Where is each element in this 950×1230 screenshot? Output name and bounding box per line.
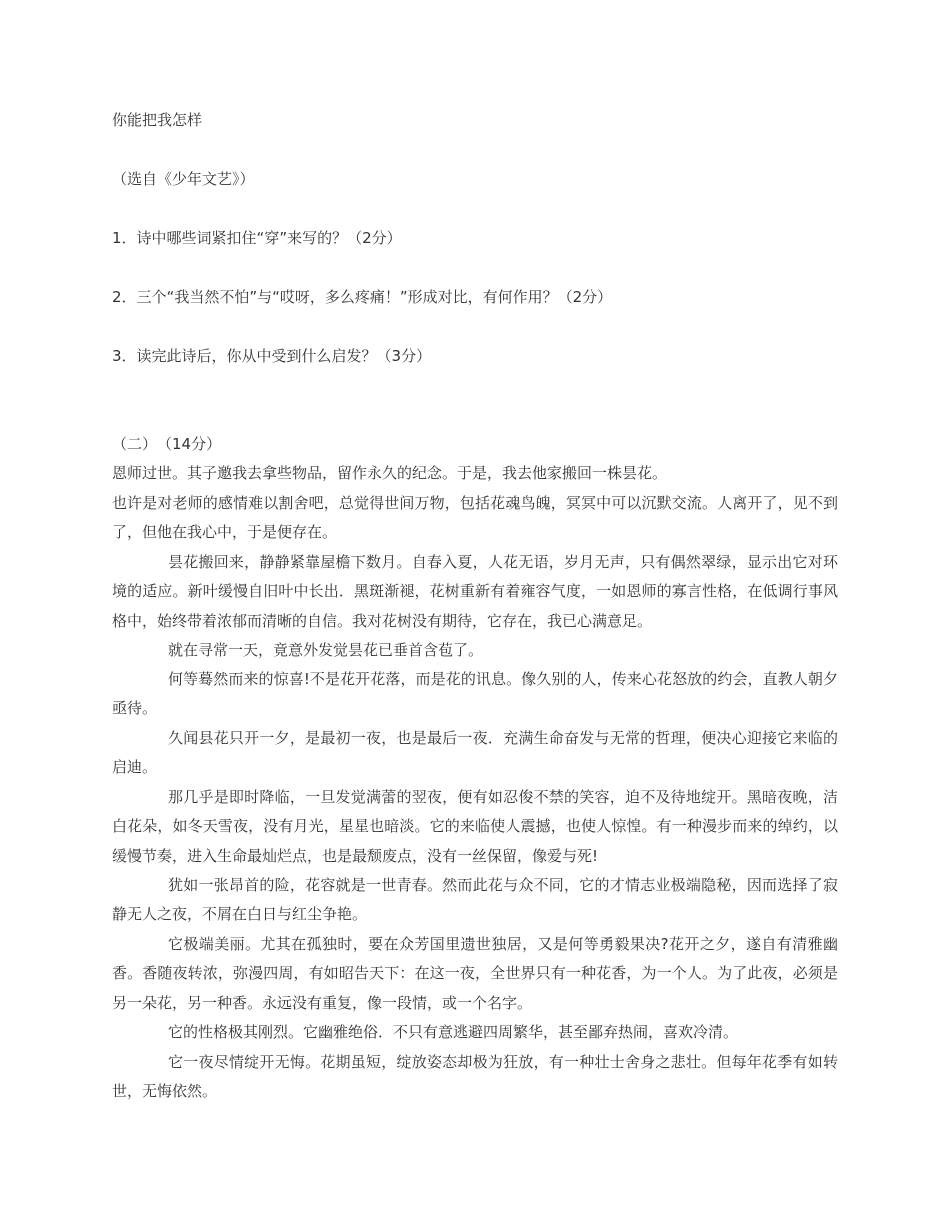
paragraph-11: 它一夜尽情绽开无悔。花期虽短，绽放姿态却极为狂放，有一种壮士舍身之悲壮。但每年花季有如转世，无悔依然。 [112, 1053, 838, 1101]
question-1: 1．诗中哪些词紧扣住“穿”来写的？（2分） [112, 229, 402, 247]
section-heading: （二） （14分） [112, 435, 222, 453]
paragraph-7: 那几乎是即时降临，一旦发觉满蕾的翌夜，便有如忍俊不禁的笑容，迫不及待地绽开。黑暗夜晚，洁白花朵，如冬天雪夜，没有月光，星星也暗淡。它的来临使人震撼，也使人惊惶。有一种漫步而来的绰约，以缓慢节奏，进入生命最灿烂点，也是最颓废点，没有一丝保留，像爱与死! [112, 788, 838, 865]
paragraph-3: 昙花搬回来，静静紧靠屋檐下数月。自春入夏，人花无语，岁月无声，只有偶然翠绿，显示出它对环境的适应。新叶缓慢自旧叶中长出．黑斑渐褪，花树重新有着雍容气度，一如恩师的寡言性格，在低调行事风格中，始终带着浓郁而清晰的自信。我对花树没有期待，它存在，我已心满意足。 [112, 553, 838, 630]
poem-title: 你能把我怎样 [112, 111, 203, 129]
paragraph-9: 它极端美丽。尤其在孤独时，要在众芳国里遗世独居，又是何等勇毅果决?花开之夕，遂自有清雅幽香。香随夜转浓，弥漫四周，有如昭告天下：在这一夜，全世界只有一种花香，为一个人。为了此夜，必须是另一朵花，另一种香。永远没有重复，像一段情，或一个名字。 [112, 935, 838, 1012]
question-3: 3．读完此诗后，你从中受到什么启发？（3分） [112, 347, 432, 365]
paragraph-5: 何等蓦然而来的惊喜!不是花开花落，而是花的讯息。像久别的人，传来心花怒放的约会，直教人朝夕亟待。 [112, 670, 838, 718]
paragraph-6: 久闻县花只开一夕，是最初一夜，也是最后一夜．充满生命奋发与无常的哲理，便决心迎接它来临的启迪。 [112, 729, 838, 777]
paragraph-1: 恩师过世。其子邀我去拿些物品，留作永久的纪念。于是，我去他家搬回一株昙花。 [112, 464, 668, 482]
question-2: 2．三个“我当然不怕”与“哎呀，多么疼痛！”形成对比，有何作用？（2分） [112, 288, 613, 306]
paragraph-10: 它的性格极其刚烈。它幽雅绝俗．不只有意逃避四周繁华，甚至鄙弃热闹，喜欢冷清。 [168, 1023, 739, 1041]
poem-source: （选自《少年文艺》） [112, 170, 255, 188]
paragraph-8: 犹如一张昂首的险，花容就是一世青春。然而此花与众不同，它的才情志业极端隐秘，因而选择了寂静无人之夜，不屑在白日与红尘争艳。 [112, 876, 838, 924]
paragraph-2: 也许是对老师的感情难以割舍吧，总觉得世间万物，包括花魂鸟魄，冥冥中可以沉默交流。人离开了，见不到了，但他在我心中，于是便存在。 [112, 494, 838, 542]
paragraph-4: 就在寻常一天，竟意外发觉昙花已垂首含苞了。 [168, 641, 484, 659]
